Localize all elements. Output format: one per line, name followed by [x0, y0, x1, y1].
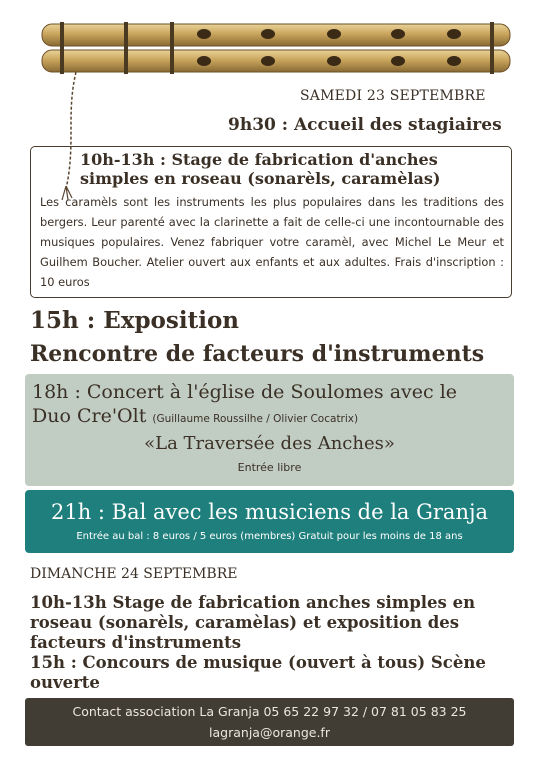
contact-phone: Contact association La Granja 05 65 22 97 32 / 07 81 05 83 25 [72, 704, 467, 719]
workshop-title-line1: 10h-13h : Stage de fabrication d'anches [80, 150, 438, 169]
concert-title: «La Traversée des Anches» [144, 433, 395, 454]
sunday-line5: ouverte [30, 673, 100, 692]
ball-pricing: Entrée au bal : 8 euros / 5 euros (membres) Gratuit pour les moins de 18 ans [76, 531, 463, 542]
sunday-line4: 15h : Concours de musique (ouvert à tous) Scène [30, 653, 486, 672]
saturday-date: SAMEDI 23 SEPTEMBRE [300, 88, 486, 104]
concert-entry: Entrée libre [237, 461, 302, 474]
concert-musicians: (Guillaume Roussilhe / Olivier Cocatrix) [152, 413, 359, 425]
ball-title: 21h : Bal avec les musiciens de la Granja [50, 500, 489, 524]
concert-band: Duo Cre'Olt [32, 405, 147, 427]
sunday-program [30, 593, 515, 693]
concert-line1: 18h : Concert à l'église de Soulomes avec le [32, 381, 458, 403]
exhibition-heading: 15h : Exposition [30, 307, 240, 334]
sunday-date: DIMANCHE 24 SEPTEMBRE [30, 566, 238, 582]
sunday-line3: facteurs d'instruments [30, 633, 241, 652]
workshop-title-line2: simples en roseau (sonarèls, caramèlas) [80, 169, 441, 188]
concert-line2 [32, 404, 358, 431]
workshop-description: Les caramèls sont les instruments les plus populaires dans les traditions des bergers. Leur parenté avec la clarinette a fait de celle-ci une incontournable des musiques populaires. Venez fabriquer votre caramèl, avec Michel Le Meur et Guilhem Boucher. Atelier ouvert aux enfants et aux adultes. Frais d'inscription : 10 euros [40, 195, 504, 289]
workshop-title [80, 150, 500, 188]
exhibition-subheading: Rencontre de facteurs d'instruments [30, 341, 485, 367]
contact-email[interactable]: lagranja@orange.fr [209, 725, 330, 740]
sunday-line2: roseau (sonarèls, caramèlas) et exposition des [30, 613, 460, 632]
welcome-line: 9h30 : Accueil des stagiaires [228, 115, 502, 135]
sunday-line1: 10h-13h Stage de fabrication anches simples en [30, 593, 476, 612]
